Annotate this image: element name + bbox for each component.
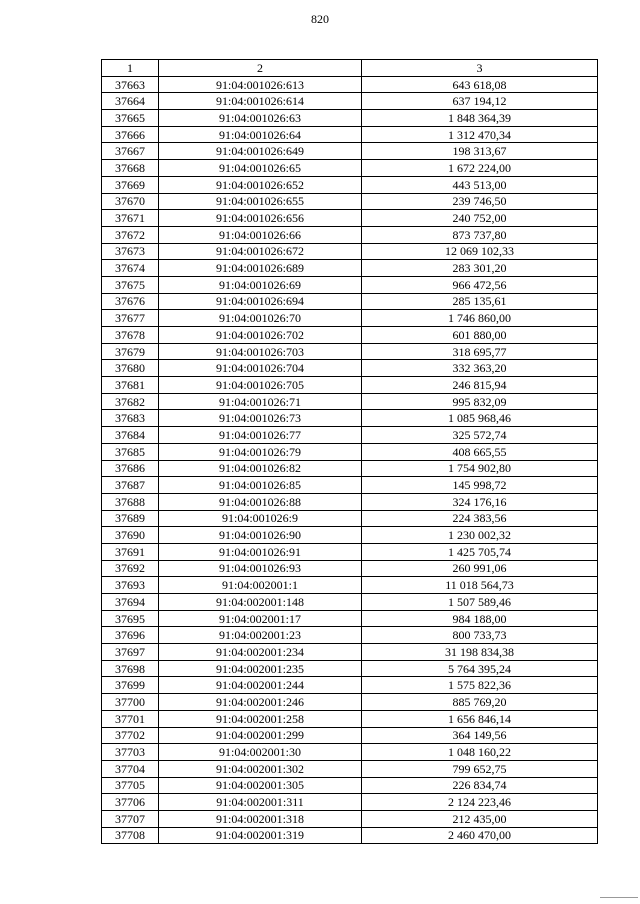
row-number-cell: 37680 — [102, 360, 159, 377]
cadastral-number-cell: 91:04:001026:66 — [159, 226, 362, 243]
table-row — [102, 627, 598, 644]
value-cell: 643 618,08 — [362, 76, 598, 93]
table-row — [102, 827, 598, 844]
cadastral-number-cell: 91:04:001026:702 — [159, 327, 362, 344]
value-cell: 260 991,06 — [362, 560, 598, 577]
row-number-cell: 37693 — [102, 577, 159, 594]
table-row — [102, 327, 598, 344]
table-row — [102, 76, 598, 93]
row-number-cell: 37672 — [102, 226, 159, 243]
row-number-cell: 37689 — [102, 510, 159, 527]
column-header-3: 3 — [362, 60, 598, 77]
row-number-cell: 37666 — [102, 126, 159, 143]
value-cell: 324 176,16 — [362, 493, 598, 510]
table-row — [102, 126, 598, 143]
table-row — [102, 794, 598, 811]
row-number-cell: 37700 — [102, 694, 159, 711]
table-row — [102, 577, 598, 594]
table-row — [102, 460, 598, 477]
cadastral-number-cell: 91:04:001026:79 — [159, 443, 362, 460]
value-cell: 995 832,09 — [362, 393, 598, 410]
cadastral-number-cell: 91:04:001026:613 — [159, 76, 362, 93]
row-number-cell: 37664 — [102, 93, 159, 110]
value-cell: 11 018 564,73 — [362, 577, 598, 594]
value-cell: 12 069 102,33 — [362, 243, 598, 260]
row-number-cell: 37701 — [102, 710, 159, 727]
cadastral-number-cell: 91:04:002001:23 — [159, 627, 362, 644]
row-number-cell: 37702 — [102, 727, 159, 744]
row-number-cell: 37673 — [102, 243, 159, 260]
value-cell: 443 513,00 — [362, 176, 598, 193]
cadastral-number-cell: 91:04:002001:311 — [159, 794, 362, 811]
value-cell: 226 834,74 — [362, 777, 598, 794]
row-number-cell: 37665 — [102, 110, 159, 127]
cadastral-number-cell: 91:04:001026:655 — [159, 193, 362, 210]
row-number-cell: 37683 — [102, 410, 159, 427]
value-cell: 800 733,73 — [362, 627, 598, 644]
row-number-cell: 37685 — [102, 443, 159, 460]
table-row — [102, 644, 598, 661]
value-cell: 984 188,00 — [362, 610, 598, 627]
cadastral-number-cell: 91:04:001026:73 — [159, 410, 362, 427]
cadastral-number-cell: 91:04:001026:88 — [159, 493, 362, 510]
cadastral-number-cell: 91:04:001026:71 — [159, 393, 362, 410]
value-cell: 283 301,20 — [362, 260, 598, 277]
value-cell: 240 752,00 — [362, 210, 598, 227]
table-row — [102, 677, 598, 694]
row-number-cell: 37678 — [102, 327, 159, 344]
row-number-cell: 37670 — [102, 193, 159, 210]
cadastral-number-cell: 91:04:001026:70 — [159, 310, 362, 327]
table-row — [102, 710, 598, 727]
row-number-cell: 37682 — [102, 393, 159, 410]
row-number-cell: 37686 — [102, 460, 159, 477]
table-row — [102, 760, 598, 777]
table-body — [102, 76, 598, 844]
cadastral-number-cell: 91:04:001026:704 — [159, 360, 362, 377]
table-row — [102, 93, 598, 110]
table-row — [102, 377, 598, 394]
row-number-cell: 37698 — [102, 660, 159, 677]
value-cell: 332 363,20 — [362, 360, 598, 377]
table-row — [102, 777, 598, 794]
value-cell: 2 460 470,00 — [362, 827, 598, 844]
value-cell: 601 880,00 — [362, 327, 598, 344]
value-cell: 1 672 224,00 — [362, 160, 598, 177]
value-cell: 966 472,56 — [362, 276, 598, 293]
value-cell: 799 652,75 — [362, 760, 598, 777]
value-cell: 364 149,56 — [362, 727, 598, 744]
row-number-cell: 37687 — [102, 477, 159, 494]
row-number-cell: 37668 — [102, 160, 159, 177]
cadastral-number-cell: 91:04:001026:9 — [159, 510, 362, 527]
value-cell: 1 048 160,22 — [362, 744, 598, 761]
row-number-cell: 37688 — [102, 493, 159, 510]
row-number-cell: 37674 — [102, 260, 159, 277]
row-number-cell: 37703 — [102, 744, 159, 761]
value-cell: 1 425 705,74 — [362, 543, 598, 560]
value-cell: 1 575 822,36 — [362, 677, 598, 694]
cadastral-number-cell: 91:04:002001:234 — [159, 644, 362, 661]
table-row — [102, 310, 598, 327]
cadastral-number-cell: 91:04:001026:703 — [159, 343, 362, 360]
table-row — [102, 110, 598, 127]
cadastral-number-cell: 91:04:001026:64 — [159, 126, 362, 143]
value-cell: 1 848 364,39 — [362, 110, 598, 127]
table-row — [102, 410, 598, 427]
table-row — [102, 543, 598, 560]
table-row — [102, 594, 598, 611]
table-row — [102, 360, 598, 377]
value-cell: 224 383,56 — [362, 510, 598, 527]
row-number-cell: 37697 — [102, 644, 159, 661]
cadastral-number-cell: 91:04:002001:319 — [159, 827, 362, 844]
table-row — [102, 143, 598, 160]
scan-edge-mark — [600, 897, 638, 898]
value-cell: 1 656 846,14 — [362, 710, 598, 727]
row-number-cell: 37684 — [102, 427, 159, 444]
cadastral-number-cell: 91:04:001026:69 — [159, 276, 362, 293]
cadastral-number-cell: 91:04:002001:305 — [159, 777, 362, 794]
value-cell: 325 572,74 — [362, 427, 598, 444]
table-row — [102, 810, 598, 827]
cadastral-number-cell: 91:04:001026:63 — [159, 110, 362, 127]
row-number-cell: 37675 — [102, 276, 159, 293]
row-number-cell: 37667 — [102, 143, 159, 160]
column-header-2: 2 — [159, 60, 362, 77]
table-row — [102, 694, 598, 711]
table-row — [102, 610, 598, 627]
table-row — [102, 727, 598, 744]
page-number: 820 — [311, 12, 329, 26]
table-row — [102, 343, 598, 360]
table-row — [102, 293, 598, 310]
cadastral-number-cell: 91:04:001026:90 — [159, 527, 362, 544]
cadastral-number-cell: 91:04:001026:93 — [159, 560, 362, 577]
table-row — [102, 427, 598, 444]
value-cell: 239 746,50 — [362, 193, 598, 210]
table-row — [102, 527, 598, 544]
column-header-1: 1 — [102, 60, 159, 77]
table-row — [102, 744, 598, 761]
table-row — [102, 210, 598, 227]
value-cell: 31 198 834,38 — [362, 644, 598, 661]
row-number-cell: 37694 — [102, 594, 159, 611]
row-number-cell: 37708 — [102, 827, 159, 844]
value-cell: 2 124 223,46 — [362, 794, 598, 811]
value-cell: 145 998,72 — [362, 477, 598, 494]
value-cell: 885 769,20 — [362, 694, 598, 711]
table-row — [102, 393, 598, 410]
value-cell: 246 815,94 — [362, 377, 598, 394]
table-row — [102, 160, 598, 177]
cadastral-number-cell: 91:04:001026:65 — [159, 160, 362, 177]
table-row — [102, 443, 598, 460]
cadastral-number-cell: 91:04:002001:299 — [159, 727, 362, 744]
value-cell: 1 312 470,34 — [362, 126, 598, 143]
table-header-row — [102, 60, 598, 77]
row-number-cell: 37663 — [102, 76, 159, 93]
row-number-cell: 37692 — [102, 560, 159, 577]
table-row — [102, 226, 598, 243]
value-cell: 5 764 395,24 — [362, 660, 598, 677]
value-cell: 1 085 968,46 — [362, 410, 598, 427]
cadastral-number-cell: 91:04:001026:652 — [159, 176, 362, 193]
table-row — [102, 660, 598, 677]
row-number-cell: 37690 — [102, 527, 159, 544]
value-cell: 212 435,00 — [362, 810, 598, 827]
cadastral-number-cell: 91:04:002001:318 — [159, 810, 362, 827]
row-number-cell: 37677 — [102, 310, 159, 327]
table-row — [102, 243, 598, 260]
cadastral-number-cell: 91:04:001026:656 — [159, 210, 362, 227]
cadastral-number-cell: 91:04:002001:246 — [159, 694, 362, 711]
cadastral-number-cell: 91:04:002001:302 — [159, 760, 362, 777]
cadastral-number-cell: 91:04:001026:694 — [159, 293, 362, 310]
cadastral-number-cell: 91:04:002001:235 — [159, 660, 362, 677]
row-number-cell: 37706 — [102, 794, 159, 811]
cadastral-number-cell: 91:04:001026:689 — [159, 260, 362, 277]
row-number-cell: 37707 — [102, 810, 159, 827]
table-row — [102, 260, 598, 277]
value-cell: 1 507 589,46 — [362, 594, 598, 611]
value-cell: 318 695,77 — [362, 343, 598, 360]
value-cell: 1 754 902,80 — [362, 460, 598, 477]
cadastral-number-cell: 91:04:001026:82 — [159, 460, 362, 477]
table-row — [102, 176, 598, 193]
table-row — [102, 276, 598, 293]
table-row — [102, 510, 598, 527]
row-number-cell: 37695 — [102, 610, 159, 627]
value-cell: 1 746 860,00 — [362, 310, 598, 327]
cadastral-number-cell: 91:04:002001:17 — [159, 610, 362, 627]
row-number-cell: 37676 — [102, 293, 159, 310]
value-cell: 408 665,55 — [362, 443, 598, 460]
row-number-cell: 37696 — [102, 627, 159, 644]
value-cell: 285 135,61 — [362, 293, 598, 310]
cadastral-number-cell: 91:04:002001:30 — [159, 744, 362, 761]
value-cell: 637 194,12 — [362, 93, 598, 110]
cadastral-number-cell: 91:04:001026:614 — [159, 93, 362, 110]
row-number-cell: 37679 — [102, 343, 159, 360]
row-number-cell: 37669 — [102, 176, 159, 193]
table-row — [102, 493, 598, 510]
value-cell: 1 230 002,32 — [362, 527, 598, 544]
cadastral-number-cell: 91:04:002001:258 — [159, 710, 362, 727]
cadastral-table — [101, 59, 598, 844]
row-number-cell: 37705 — [102, 777, 159, 794]
cadastral-number-cell: 91:04:001026:91 — [159, 543, 362, 560]
table-row — [102, 193, 598, 210]
value-cell: 198 313,67 — [362, 143, 598, 160]
row-number-cell: 37704 — [102, 760, 159, 777]
value-cell: 873 737,80 — [362, 226, 598, 243]
cadastral-number-cell: 91:04:001026:649 — [159, 143, 362, 160]
row-number-cell: 37681 — [102, 377, 159, 394]
cadastral-number-cell: 91:04:001026:85 — [159, 477, 362, 494]
cadastral-number-cell: 91:04:001026:77 — [159, 427, 362, 444]
cadastral-number-cell: 91:04:001026:705 — [159, 377, 362, 394]
row-number-cell: 37699 — [102, 677, 159, 694]
cadastral-number-cell: 91:04:001026:672 — [159, 243, 362, 260]
cadastral-number-cell: 91:04:002001:148 — [159, 594, 362, 611]
row-number-cell: 37691 — [102, 543, 159, 560]
cadastral-number-cell: 91:04:002001:244 — [159, 677, 362, 694]
table-row — [102, 477, 598, 494]
cadastral-number-cell: 91:04:002001:1 — [159, 577, 362, 594]
table-row — [102, 560, 598, 577]
row-number-cell: 37671 — [102, 210, 159, 227]
